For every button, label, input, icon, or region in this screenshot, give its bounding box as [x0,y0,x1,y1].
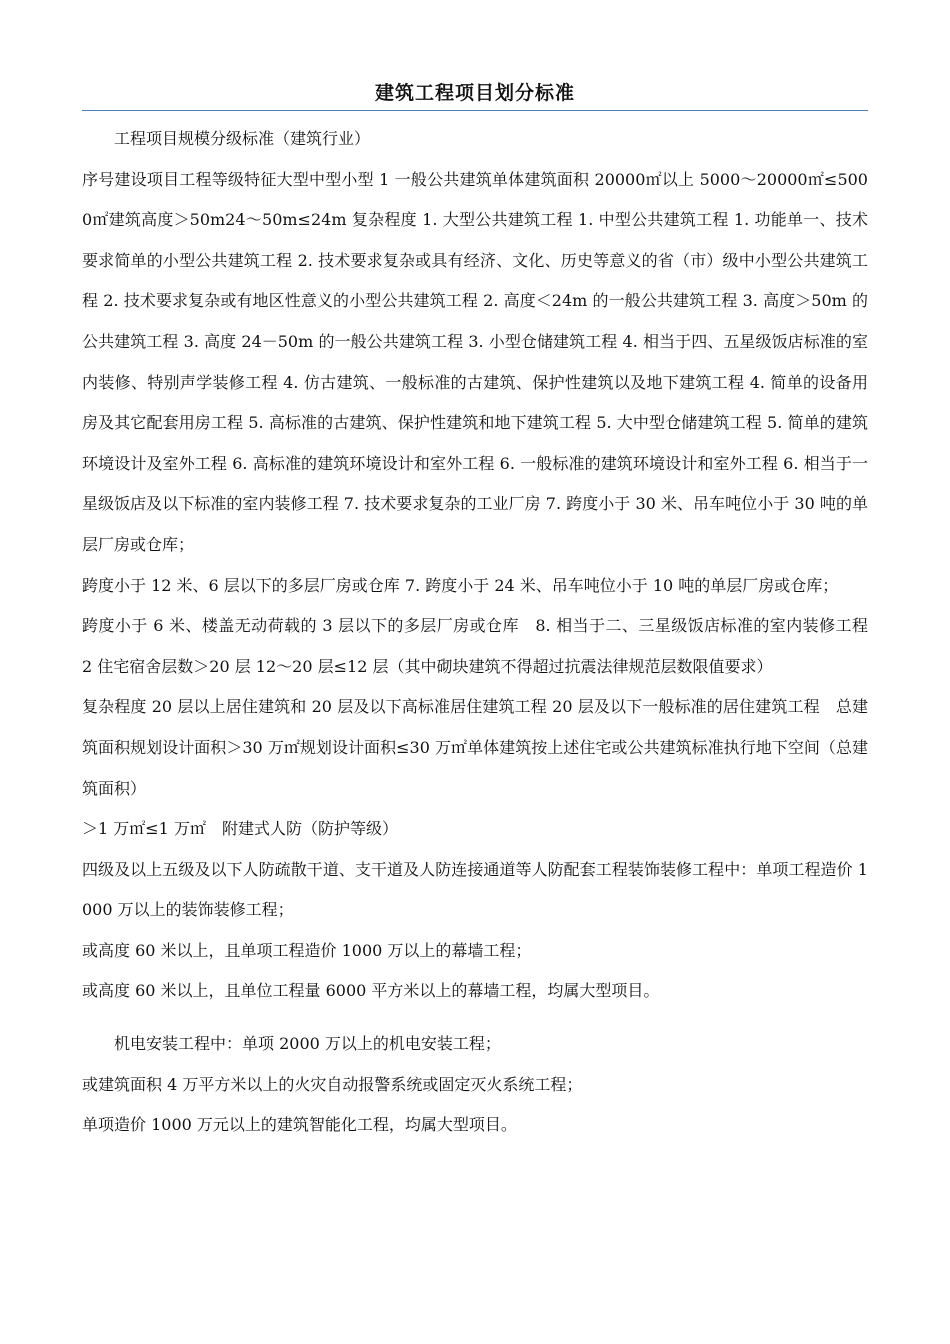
paragraph-residential-complexity: 复杂程度 20 层以上居住建筑和 20 层及以下高标准居住建筑工程 20 层及以下一般标准的居住建筑工程 总建筑面积规划设计面积＞30 万㎡规划设计面积≤30 万㎡单体建筑按上述住宅或公共建筑标准执行地下空间（总建筑面积） [82,697,868,798]
paragraph-intelligent-building: 单项造价 1000 万元以上的建筑智能化工程，均属大型项目。 [82,1115,517,1135]
paragraph-residential-floors: 跨度小于 6 米、楼盖无动荷载的 3 层以下的多层厂房或仓库 8. 相当于二、三星级饭店标准的室内装修工程 2 住宅宿舍层数＞20 层 12～20 层≤12 层（其中砌块建筑不得超过抗震法律规范层数限值要求） [82,616,885,676]
paragraph-mep-installation: 机电安装工程中：单项 2000 万以上的机电安装工程； [114,1034,501,1054]
document-title: 建筑工程项目划分标准 [82,78,868,111]
paragraph-curtain-wall-cost: 或高度 60 米以上，且单项工程造价 1000 万以上的幕墙工程； [82,940,532,960]
paragraph-curtain-wall-area: 或高度 60 米以上，且单位工程量 6000 平方米以上的幕墙工程，均属大型项目。 [82,981,660,1001]
paragraph-fire-alarm-system: 或建筑面积 4 万平方米以上的火灾自动报警系统或固定灭火系统工程； [82,1074,583,1094]
paragraph-public-building-grades: 序号建设项目工程等级特征大型中型小型 1 一般公共建筑单体建筑面积 20000㎡以上 5000～20000㎡≤5000㎡建筑高度＞50m24～50m≤24m 复杂程度 1. 大型公共建筑工程 1. 中型公共建筑工程 1. 功能单一、技术要求简单的小型公共建筑工程 2. 技术要求复杂或具有经济、文化、历史等意义的省（市）级中小型公共建筑工程 2. 技术要求复杂或有地区性意义的小型公共建筑工程 2. 高度＜24m 的一般公共建筑工程 3. 高度＞50m 的公共建筑工程 3. 高度 24－50m 的一般公共建筑工程 3. 小型仓储建筑工程 4. 相当于四、五星级饭店标准的室内装修、特别声学装修工程 4. 仿古建筑、一般标准的古建筑、保护性建筑以及地下建筑工程 4. 简单的设备用房及其它配套用房工程 5. 高标准的古建筑、保护性建筑和地下建筑工程 5. 大中型仓储建筑工程 5. 简单的建筑环境设计及室外工程 6. 高标准的建筑环境设计和室外工程 6. 一般标准的建筑环境设计和室外工程 6. 相当于一星级饭店及以下标准的室内装修工程 7. 技术要求复杂的工业厂房 7. 跨度小于 30 米、吊车吨位小于 30 吨的单层厂房或仓库； [82,169,868,554]
paragraph-span-multistory: 跨度小于 12 米、6 层以下的多层厂房或仓库 7. 跨度小于 24 米、吊车吨位小于 10 吨的单层厂房或仓库； [82,575,839,595]
paragraph-civil-defense-decoration: 四级及以上五级及以下人防疏散干道、支干道及人防连接通道等人防配套工程装饰装修工程中：单项工程造价 1000 万以上的装饰装修工程； [82,859,868,920]
paragraph-underground-area: ＞1 万㎡≤1 万㎡ 附建式人防（防护等级） [82,819,398,839]
paragraph-scale-standard-heading: 工程项目规模分级标准（建筑行业） [114,129,371,148]
document-page [82,78,885,1146]
document-body [82,119,885,1146]
